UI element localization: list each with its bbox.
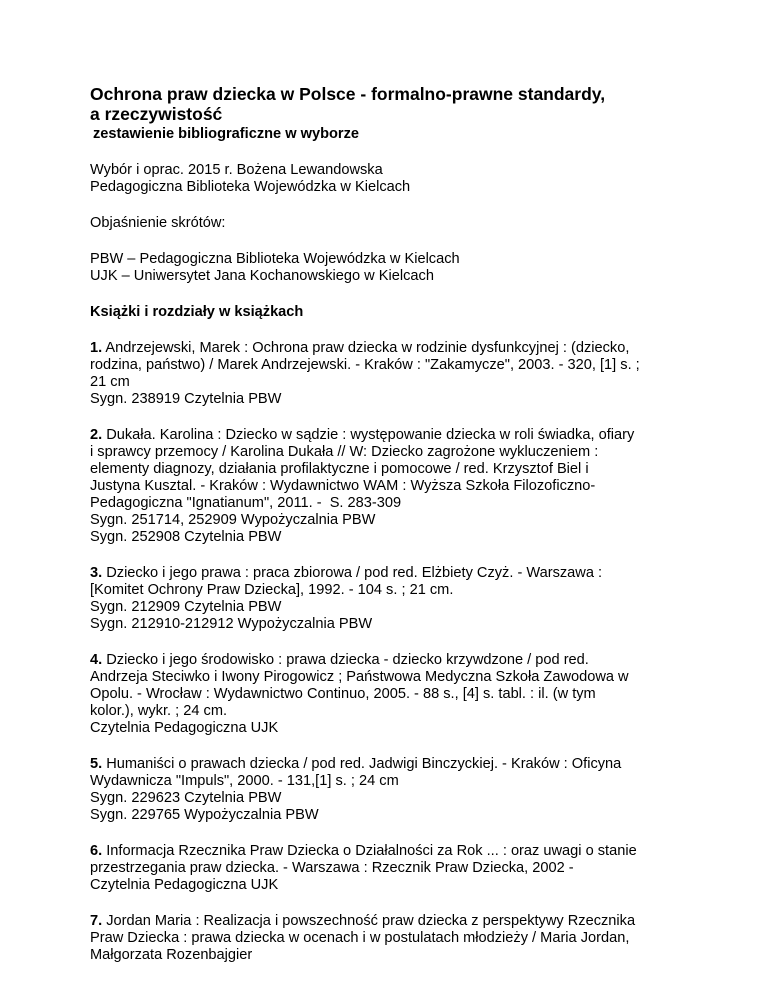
entry-line: elementy diagnozy, działania profilaktyczne i pomocowe / red. Krzysztof Biel i [90, 461, 589, 477]
entry-number: 3. [90, 565, 103, 581]
entry-text: Andrzejewski, Marek : Ochrona praw dziecka w rodzinie dysfunkcyjnej : (dziecko, [102, 340, 630, 356]
title-line-1: Ochrona praw dziecka w Polsce - formalno-prawne standardy, [90, 84, 606, 104]
entry-line: przestrzegania praw dziecka. - Warszawa : Rzecznik Praw Dziecka, 2002 - [90, 860, 574, 876]
entry-line: Czytelnia Pedagogiczna UJK [90, 877, 279, 893]
entry-line [90, 756, 690, 773]
abbreviation-pbw: PBW – Pedagogiczna Biblioteka Wojewódzka w Kielcach [90, 251, 460, 267]
entry-number: 6. [90, 843, 103, 859]
entry-line [90, 340, 690, 357]
bibliography-list [90, 340, 690, 964]
author-block [90, 162, 690, 196]
entry-text: Dziecko i jego prawa : praca zbiorowa / pod red. Elżbiety Czyż. - Warszawa : [102, 565, 603, 581]
document-subtitle: zestawienie bibliograficzne w wyborze [93, 126, 359, 142]
document-page [90, 84, 690, 964]
entry-line [90, 427, 690, 444]
section-heading: Książki i rozdziały w książkach [90, 304, 304, 320]
entry-line [90, 652, 690, 669]
bibliography-entry [90, 843, 690, 894]
title-line-2: a rzeczywistość [90, 104, 223, 124]
bibliography-entry [90, 652, 690, 737]
bibliography-entry [90, 913, 690, 964]
entry-line: Małgorzata Rozenbajgier [90, 947, 253, 963]
entry-line: Sygn. 229623 Czytelnia PBW [90, 790, 282, 806]
entry-line [90, 913, 690, 930]
entry-line: Sygn. 238919 Czytelnia PBW [90, 391, 282, 407]
bibliography-entry [90, 427, 690, 546]
bibliography-entry [90, 756, 690, 824]
entry-line: Sygn. 212910-212912 Wypożyczalnia PBW [90, 616, 373, 632]
entry-line [90, 565, 690, 582]
entry-line: Opolu. - Wrocław : Wydawnictwo Continuo, 2005. - 88 s., [4] s. tabl. : il. (w tym [90, 686, 596, 702]
entry-text: Humaniści o prawach dziecka / pod red. Jadwigi Binczyckiej. - Kraków : Oficyna [102, 756, 622, 772]
entry-line: Sygn. 252908 Czytelnia PBW [90, 529, 282, 545]
entry-line: Praw Dziecka : prawa dziecka w ocenach i w postulatach młodzieży / Maria Jordan, [90, 930, 630, 946]
entry-number: 5. [90, 756, 103, 772]
entry-line: 21 cm [90, 374, 130, 390]
entry-line: Sygn. 212909 Czytelnia PBW [90, 599, 282, 615]
abbreviations-list [90, 251, 690, 285]
entry-text: Informacja Rzecznika Praw Dziecka o Działalności za Rok ... : oraz uwagi o stanie [102, 843, 637, 859]
entry-number: 2. [90, 427, 103, 443]
document-title [90, 84, 690, 124]
entry-line: Justyna Kusztal. - Kraków : Wydawnictwo WAM : Wyższa Szkoła Filozoficzno- [90, 478, 596, 494]
abbreviation-ujk: UJK – Uniwersytet Jana Kochanowskiego w Kielcach [90, 268, 434, 284]
entry-line: kolor.), wykr. ; 24 cm. [90, 703, 228, 719]
bibliography-entry [90, 565, 690, 633]
entry-line: Sygn. 229765 Wypożyczalnia PBW [90, 807, 319, 823]
entry-text: Jordan Maria : Realizacja i powszechność praw dziecka z perspektywy Rzecznika [102, 913, 636, 929]
author-line-1: Wybór i oprac. 2015 r. Bożena Lewandowska [90, 162, 383, 178]
entry-line: Pedagogiczna "Ignatianum", 2011. - S. 283-309 [90, 495, 402, 511]
entry-text: Dziecko i jego środowisko : prawa dziecka - dziecko krzywdzone / pod red. [102, 652, 589, 668]
entry-line: Andrzeja Steciwko i Iwony Pirogowicz ; Państwowa Medyczna Szkoła Zawodowa w [90, 669, 629, 685]
entry-line [90, 843, 690, 860]
entry-number: 1. [90, 340, 103, 356]
author-line-2: Pedagogiczna Biblioteka Wojewódzka w Kielcach [90, 179, 411, 195]
entry-line: Czytelnia Pedagogiczna UJK [90, 720, 279, 736]
entry-number: 7. [90, 913, 103, 929]
abbreviations-heading: Objaśnienie skrótów: [90, 215, 226, 231]
bibliography-entry [90, 340, 690, 408]
entry-line: rodzina, państwo) / Marek Andrzejewski. - Kraków : "Zakamycze", 2003. - 320, [1] s. ; [90, 357, 640, 373]
entry-line: [Komitet Ochrony Praw Dziecka], 1992. - 104 s. ; 21 cm. [90, 582, 454, 598]
entry-line: i sprawcy przemocy / Karolina Dukała // W: Dziecko zagrożone wykluczeniem : [90, 444, 599, 460]
entry-text: Dukała. Karolina : Dziecko w sądzie : występowanie dziecka w roli świadka, ofiary [102, 427, 635, 443]
entry-number: 4. [90, 652, 103, 668]
entry-line: Wydawnicza "Impuls", 2000. - 131,[1] s. ; 24 cm [90, 773, 399, 789]
entry-line: Sygn. 251714, 252909 Wypożyczalnia PBW [90, 512, 376, 528]
